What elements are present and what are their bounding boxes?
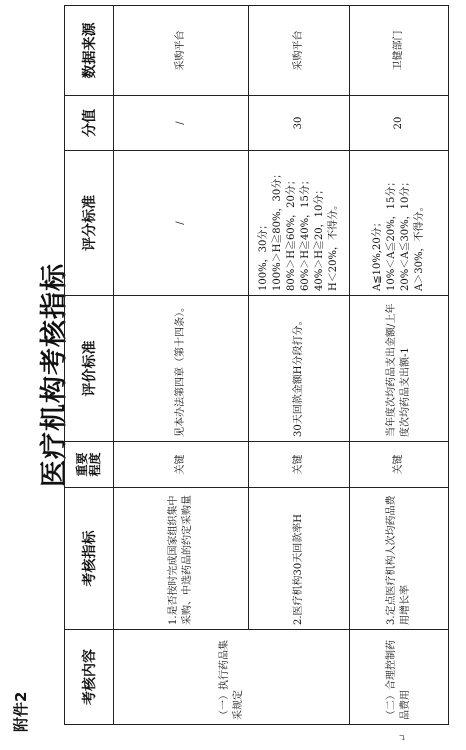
header-source: 数据来源 — [65, 6, 114, 96]
header-score: 分值 — [65, 96, 114, 151]
attachment-label: 附件2 — [12, 691, 30, 732]
scoring-cell — [249, 151, 350, 296]
source-cell: 采购平台 — [114, 6, 249, 96]
table-row — [350, 6, 449, 725]
score-cell: / — [114, 96, 249, 151]
source-cell: 卫健部门 — [350, 6, 449, 96]
header-criteria: 评价标准 — [65, 296, 114, 442]
header-scoring: 评分标准 — [65, 151, 114, 296]
importance-cell: 关键 — [114, 442, 249, 488]
criteria-cell: 30天回款金额H分段打分。 — [249, 296, 350, 442]
source-cell: 采购平台 — [249, 6, 350, 96]
scoring-line: 80%＞H≧60%，20分； — [286, 175, 297, 291]
header-row — [65, 6, 114, 725]
indicator-cell: 2.医疗机构30天回款率H — [249, 488, 350, 630]
scoring-cell — [114, 151, 249, 296]
scoring-cell — [350, 151, 449, 296]
score-cell: 20 — [350, 96, 449, 151]
page-title: 医疗机构考核指标 — [39, 263, 70, 487]
criteria-cell: 当年度次均药品支出金额/上年度次均药品支出额-1 — [350, 296, 449, 442]
header-importance: 重要 程度 — [65, 442, 114, 488]
scoring-line: 10%＜A≦20%，15分； — [386, 176, 397, 291]
scoring-line: 100%，30分； — [258, 219, 269, 291]
header-content: 考核内容 — [65, 630, 114, 725]
importance-cell: 关键 — [249, 442, 350, 488]
paragraph-mark-icon: ↵ — [398, 733, 409, 742]
scoring-line: 60%＞H≧40%，15分； — [300, 175, 311, 291]
importance-cell: 关键 — [350, 442, 449, 488]
scoring-line: A＞30%，不得分。 — [414, 201, 425, 291]
indicator-cell: 3.定点医疗机构人次均药品费用增长率 — [350, 488, 449, 630]
score-cell: 30 — [249, 96, 350, 151]
scoring-line: A≦10%,20分； — [372, 217, 383, 291]
indicator-table — [64, 5, 449, 725]
table-row — [249, 6, 350, 725]
content-cell: （二）合理控制药品费用 — [350, 630, 449, 725]
table-row — [114, 6, 249, 725]
criteria-cell: 见本办法第四章（第十四条）。 — [114, 296, 249, 442]
scoring-line: 20%＜A≦30%，10分； — [400, 176, 411, 291]
scoring-line: / — [175, 221, 186, 225]
scoring-line: 100%＞H≧80%，30分； — [272, 168, 283, 291]
content-cell: （一）执行药品集采规定 — [114, 630, 350, 725]
indicator-cell: 1.是否按时完成国家组织集中采购、中选药品的约定采购量 — [114, 488, 249, 630]
header-indicator: 考核指标 — [65, 488, 114, 630]
scoring-line: 40%＞H≧20，10分； — [314, 184, 325, 291]
scoring-line: H＜20%，不得分。 — [328, 200, 339, 291]
